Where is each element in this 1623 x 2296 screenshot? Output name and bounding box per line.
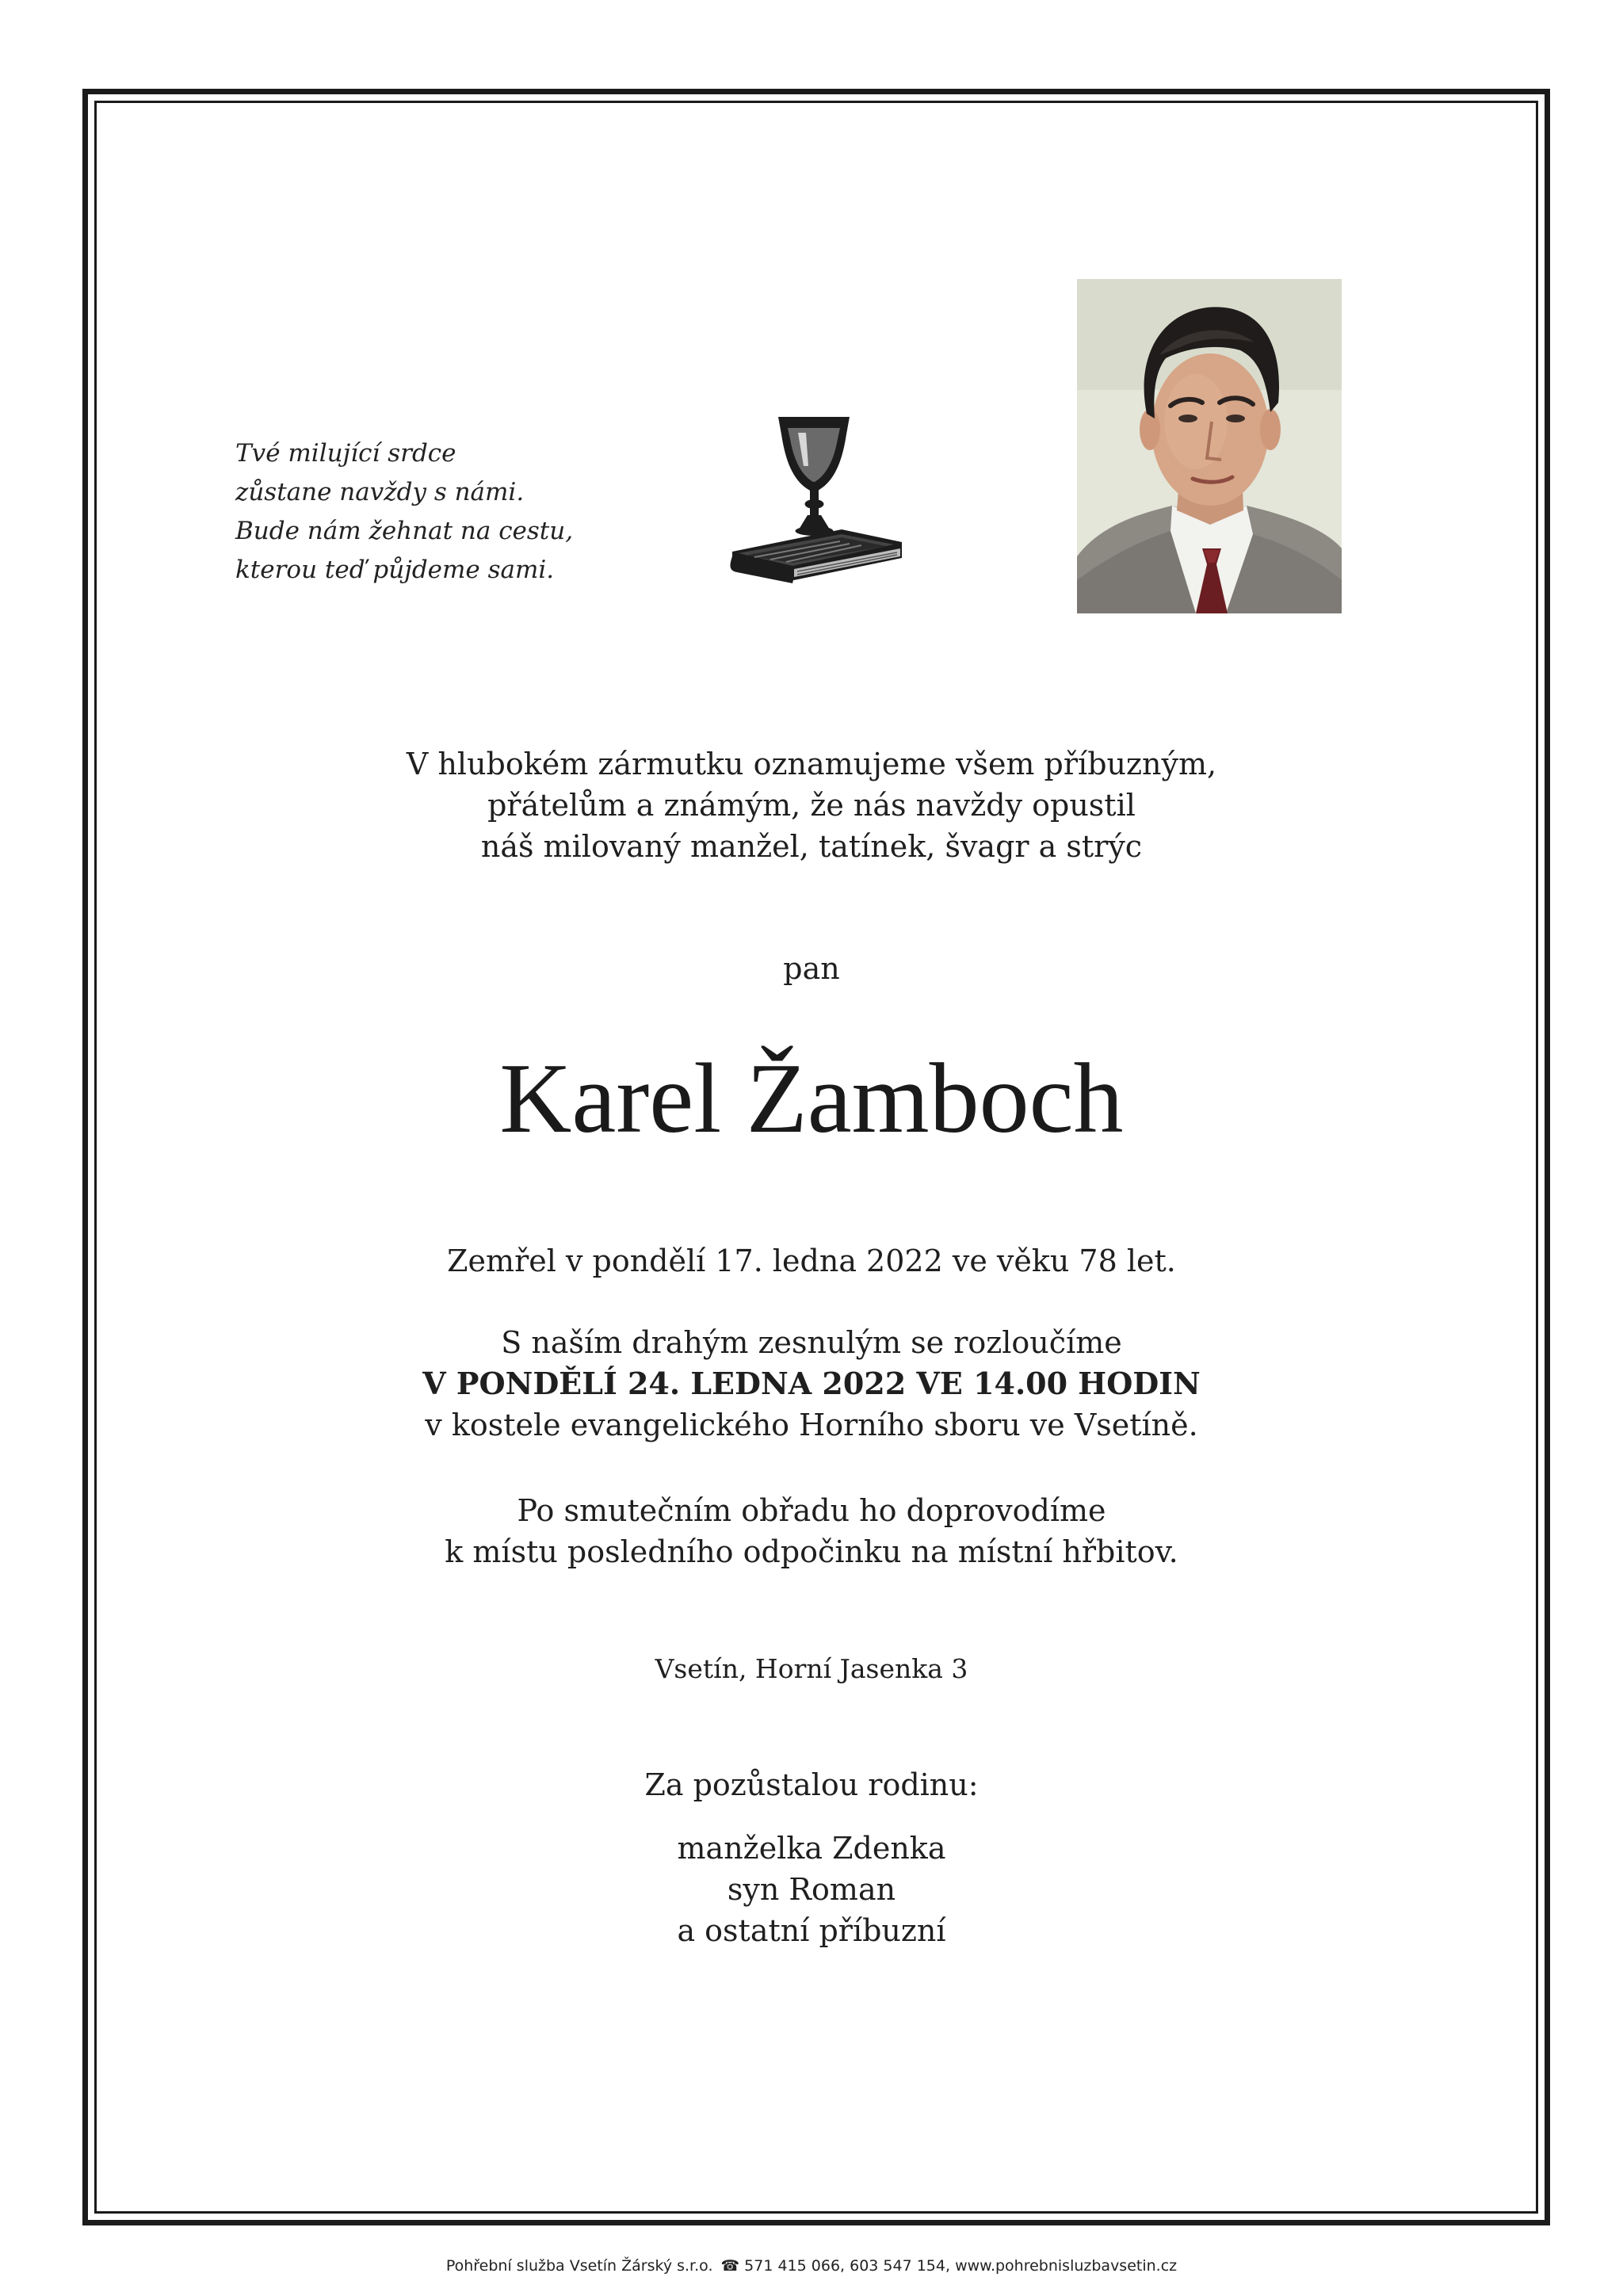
deceased-name: Karel Žamboch <box>499 1044 1124 1154</box>
address <box>0 1648 1623 1690</box>
honorific <box>0 948 1623 989</box>
family-lead: Za pozůstalou rodinu: <box>644 1767 979 1802</box>
chalice-on-book-icon <box>723 411 905 586</box>
death-notice <box>0 1240 1623 1282</box>
footer-company: Pohřební služba Vsetín Žárský s.r.o. <box>445 2257 713 2275</box>
motto-verse <box>235 434 647 590</box>
motto-line: Bude nám žehnat na cestu, <box>235 517 574 545</box>
honorific-text: pan <box>783 951 840 986</box>
family-member: manželka Zdenka <box>677 1831 946 1866</box>
announcement-line: přátelům a známým, že nás navždy opustil <box>487 788 1136 823</box>
motto-line: kterou teď půjdeme sami. <box>235 556 555 584</box>
death-notice-text: Zemřel v pondělí 17. ledna 2022 ve věku 78 let. <box>447 1244 1176 1278</box>
farewell-date-time: V PONDĚLÍ 24. LEDNA 2022 VE 14.00 HODIN <box>422 1366 1201 1401</box>
motto-line: Tvé milující srdce <box>235 439 456 468</box>
announcement-line: náš milovaný manžel, tatínek, švagr a strýc <box>480 829 1143 864</box>
family-member: a ostatní příbuzní <box>677 1913 946 1948</box>
portrait-photo <box>1077 279 1342 613</box>
address-text: Vsetín, Horní Jasenka 3 <box>655 1653 968 1684</box>
farewell-line: S naším drahým zesnulým se rozloučíme <box>501 1325 1122 1360</box>
burial-line: k místu posledního odpočinku na místní hřbitov. <box>445 1534 1178 1569</box>
family-signature <box>0 1764 1623 1951</box>
family-member: syn Roman <box>727 1872 896 1907</box>
phone-icon: ☎ <box>720 2257 740 2275</box>
announcement-text <box>0 743 1623 867</box>
farewell-info <box>0 1322 1623 1446</box>
farewell-location: v kostele evangelického Horního sboru ve Vsetíně. <box>425 1408 1198 1442</box>
announcement-line: V hlubokém zármutku oznamujeme všem příbuzným, <box>406 747 1217 781</box>
burial-line: Po smutečním obřadu ho doprovodíme <box>517 1493 1106 1528</box>
burial-info <box>0 1490 1623 1572</box>
footer-contact: 571 415 066, 603 547 154, www.pohrebnisluzbavsetin.cz <box>744 2257 1178 2275</box>
motto-line: zůstane navždy s námi. <box>235 478 525 506</box>
footer-imprint <box>0 2257 1623 2275</box>
